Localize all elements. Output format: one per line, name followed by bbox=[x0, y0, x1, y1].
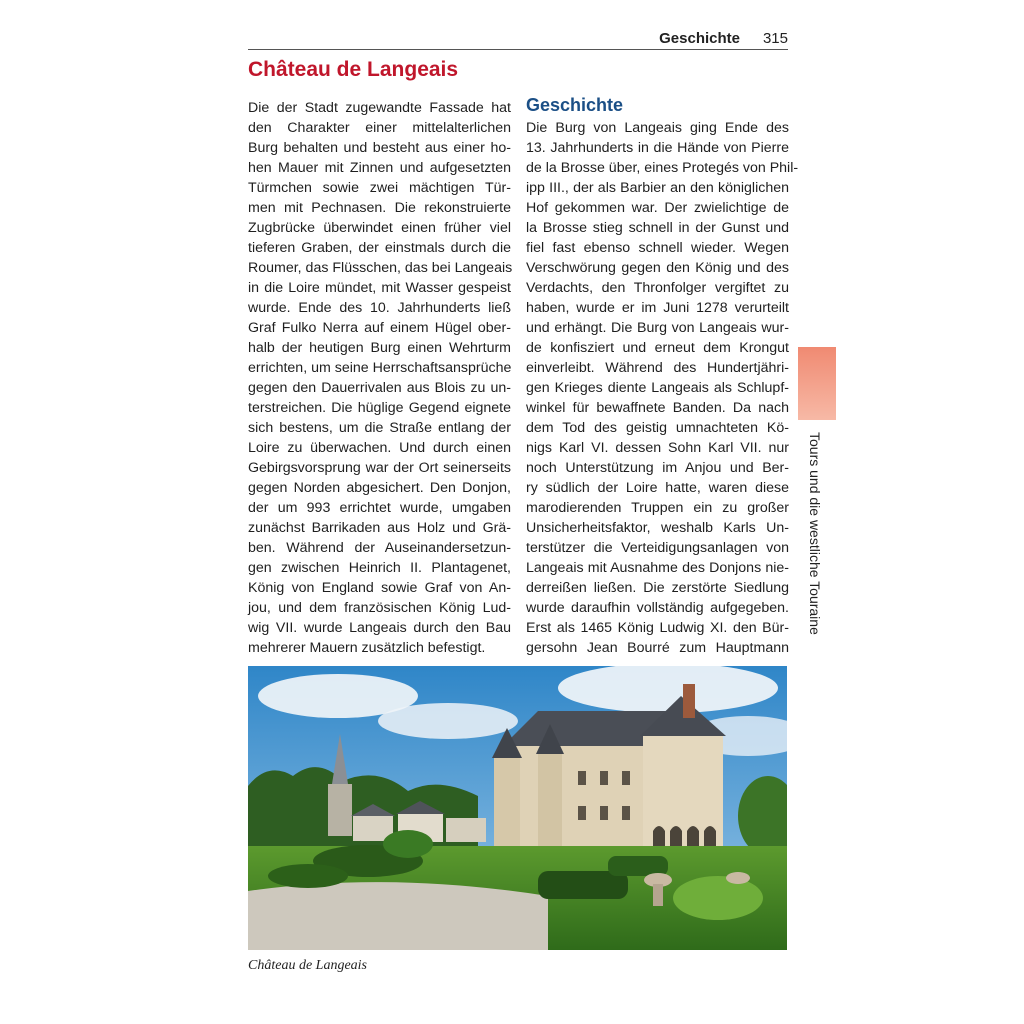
text-line: Verschwörung gegen den König und des bbox=[526, 260, 789, 276]
text-line: Loire zu überwachen. Und durch einen bbox=[248, 440, 511, 456]
text-line: zunächst Barrikaden aus Holz und Grä- bbox=[248, 520, 511, 536]
text-line: den Charakter einer mittelalterlichen bbox=[248, 120, 511, 136]
text-line: Türmchen sowie zwei mächtigen Tür- bbox=[248, 180, 511, 196]
text-line: ipp III., der als Barbier an den königlichen bbox=[526, 180, 789, 196]
text-line: terstützer die Verteidigungsanlagen von bbox=[526, 540, 789, 556]
article-title: Château de Langeais bbox=[248, 58, 459, 81]
text-line: gegen Norden abgesichert. Den Donjon, bbox=[248, 480, 511, 496]
text-line: jou, und dem französischen König Lud- bbox=[248, 600, 511, 616]
text-line: gegen den Dauerrivalen aus Blois zu un- bbox=[248, 380, 511, 396]
text-line: Langeais mit Ausnahme des Donjons nie- bbox=[526, 560, 789, 576]
text-line: errichten, um seine Herrschaftsansprüche bbox=[248, 360, 512, 376]
text-line: gen Krieges diente Langeais als Schlupf- bbox=[526, 380, 789, 396]
text-line: hen Mauer mit Zinnen und aufgesetzten bbox=[248, 160, 511, 176]
running-header bbox=[248, 30, 788, 50]
text-line: de konfisziert und erneut dem Krongut bbox=[526, 340, 789, 356]
text-line: tieferen Graben, der einstmals durch die bbox=[248, 240, 511, 256]
text-line: dem Tod des geistig umnachteten Kö- bbox=[526, 420, 789, 436]
text-line: Graf Fulko Nerra auf einem Hügel ober- bbox=[248, 320, 511, 336]
text-line: ry südlich der Loire hatte, waren diese bbox=[526, 480, 789, 496]
text-line: wurde daraufhin vollständig aufgegeben. bbox=[526, 600, 789, 616]
chapter-side-label: Tours und die westliche Touraine bbox=[807, 432, 823, 635]
chateau-photo bbox=[248, 666, 787, 950]
text-line: marodierenden Truppen ein zu großer bbox=[526, 500, 789, 516]
text-line: derreißen ließen. Die zerstörte Siedlung bbox=[526, 580, 789, 596]
text-line: fiel fast ebenso schnell wieder. Wegen bbox=[526, 240, 789, 256]
text-line: Burg behalten und besteht aus einer ho- bbox=[248, 140, 511, 156]
right-text-column bbox=[526, 118, 799, 658]
text-line: 13. Jahrhunderts in die Hände von Pierre bbox=[526, 140, 789, 156]
page-number: 315 bbox=[762, 30, 788, 47]
text-line: Gebirgsvorsprung war der Ort seinerseits bbox=[248, 460, 511, 476]
text-line: sich bestens, um die Straße entlang der bbox=[248, 420, 511, 436]
text-line: König von England sowie Graf von An- bbox=[248, 580, 511, 596]
section-heading: Geschichte bbox=[526, 95, 624, 115]
text-line: Verdachts, den Thronfolger vergiftet zu bbox=[526, 280, 789, 296]
text-line: Unsicherheitsfaktor, weshalb Karls Un- bbox=[526, 520, 789, 536]
text-line: wurde. Ende des 10. Jahrhunderts ließ bbox=[248, 300, 511, 316]
left-text-column bbox=[248, 98, 511, 658]
text-line: Die Burg von Langeais ging Ende des bbox=[526, 120, 789, 136]
text-line: halb der heutigen Burg einen Wehrturm bbox=[248, 340, 511, 356]
text-line: wig VII. wurde Langeais durch den Bau bbox=[248, 620, 511, 636]
text-line: Die der Stadt zugewandte Fassade hat bbox=[248, 100, 511, 116]
text-line: Zugbrücke überwindet einen früher viel bbox=[248, 220, 511, 236]
text-line: Roumer, das Flüsschen, das bei Langeais bbox=[248, 260, 513, 276]
text-line: der um 993 errichtet wurde, umgaben bbox=[248, 500, 511, 516]
chapter-tab-marker bbox=[798, 347, 836, 420]
text-line: Hof gekommen war. Der zwielichtige de bbox=[526, 200, 789, 216]
text-line: in die Loire mündet, mit Wasser gespeist bbox=[248, 280, 511, 296]
text-line: men mit Pechnasen. Die rekonstruierte bbox=[248, 200, 511, 216]
text-line: gen zwischen Heinrich II. Plantagenet, bbox=[248, 560, 511, 576]
text-line: de la Brosse über, eines Protegés von Phil- bbox=[526, 160, 799, 176]
text-line: Erst als 1465 König Ludwig XI. den Bür- bbox=[526, 620, 789, 636]
header-section-title: Geschichte bbox=[659, 30, 740, 47]
text-line: einverleibt. Während des Hundertjähri- bbox=[526, 360, 789, 376]
text-line: gersohn Jean Bourré zum Hauptmann bbox=[526, 640, 789, 656]
text-line: haben, wurde er im Juni 1278 verurteilt bbox=[526, 300, 789, 316]
text-line: nigs Karl VI. dessen Sohn Karl VII. nur bbox=[526, 440, 789, 456]
text-line: winkel für bewaffnete Banden. Da nach bbox=[526, 400, 789, 416]
text-line: noch Unterstützung im Anjou und Ber- bbox=[526, 460, 789, 476]
text-line: und erhängt. Die Burg von Langeais wur- bbox=[526, 320, 789, 336]
photo-caption: Château de Langeais bbox=[248, 958, 367, 973]
text-line: ben. Während der Auseinandersetzun- bbox=[248, 540, 511, 556]
text-line: terstreichen. Die hüglige Gegend eignete bbox=[248, 400, 511, 416]
text-line: la Brosse stieg schnell in der Gunst und bbox=[526, 220, 789, 236]
text-line: mehrerer Mauern zusätzlich befestigt. bbox=[248, 640, 486, 656]
